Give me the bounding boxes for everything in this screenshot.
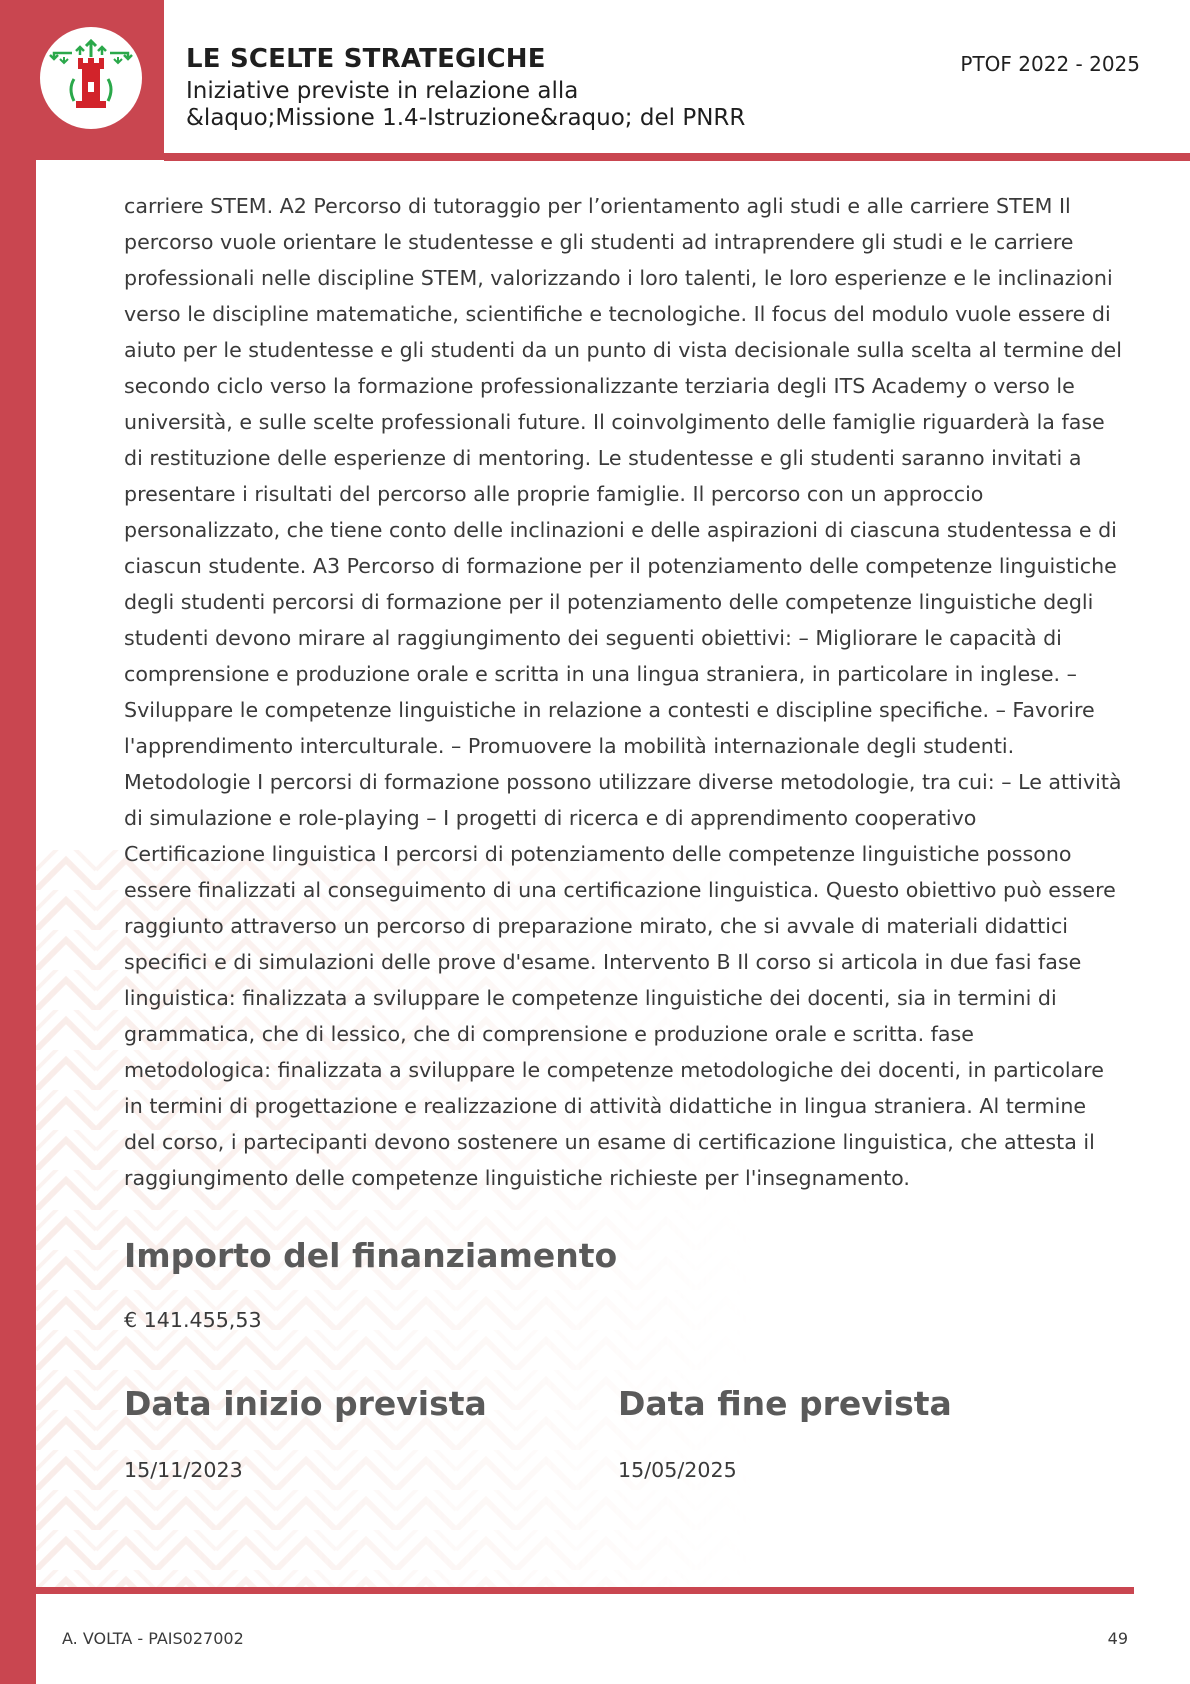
subtitle-line-2: &laquo;Missione 1.4-Istruzione&raquo; del PNRR [186,105,746,131]
end-date-heading: Data fine prevista [618,1384,952,1423]
start-date-heading: Data inizio prevista [124,1384,487,1423]
left-accent-band [0,0,36,1684]
ptof-label: PTOF 2022 - 2025 [960,52,1140,76]
subtitle-line-1: Iniziative previste in relazione alla [186,78,579,104]
funding-heading: Importo del finanziamento [124,1236,618,1275]
page-number: 49 [1107,1629,1128,1648]
header-divider [164,153,1190,161]
body-paragraph: carriere STEM. A2 Percorso di tutoraggio per l’orientamento agli studi e alle carriere STEM Il percorso vuole orientare le studentesse e gli studenti ad intraprendere gli studi e le carriere professionali nelle discipline STEM, valorizzando i loro talenti, le loro esperienze e le inclinazioni verso le discipline matematiche, scientifiche e tecnologiche. Il focus del modulo vuole essere di aiuto per le studentesse e gli studenti da un punto di vista decisionale sulla scelta al termine del secondo ciclo verso la formazione professionalizzante terziaria degli ITS Academy o verso le università, e sulle scelte professionali future. Il coinvolgimento delle famiglie riguarderà la fase di restituzione delle esperienze di mentoring. Le studentesse e gli studenti saranno invitati a presentare i risultati del percorso alle proprie famiglie. Il percorso con un approccio personalizzato, che tiene conto delle inclinazioni e delle aspirazioni di ciascuna studentessa e di ciascun studente. A3 Percorso di formazione per il potenziamento delle competenze linguistiche degli studenti percorsi di formazione per il potenziamento delle competenze linguistiche degli studenti devono mirare al raggiungimento dei seguenti obiettivi: – Migliorare le capacità di comprensione e produzione orale e scritta in una lingua straniera, in particolare in inglese. – Sviluppare le competenze linguistiche in relazione a contesti e discipline specifiche. – Favorire l'apprendimento interculturale. – Promuovere la mobilità internazionale degli studenti. Metodologie I percorsi di formazione possono utilizzare diverse metodologie, tra cui: – Le attività di simulazione e role-playing – I progetti di ricerca e di apprendimento cooperativo Certificazione linguistica I percorsi di potenziamento delle competenze linguistiche possono essere finalizzati al conseguimento di una certificazione linguistica. Questo obiettivo può essere raggiunto attraverso un percorso di preparazione mirato, che si avvale di materiali didattici specifici e di simulazioni delle prove d'esame. Intervento B Il corso si articola in due fasi fase linguistica: finalizzata a sviluppare le competenze linguistiche dei docenti, sia in termini di grammatica, che di lessico, che di comprensione e produzione orale e scritta. fase metodologica: finalizzata a sviluppare le competenze metodologiche dei docenti, in particolare in termini di progettazione e realizzazione di attività didattiche in lingua straniera. Al termine del corso, i partecipanti devono sostenere un esame di certificazione linguistica, che attesta il raggiungimento delle competenze linguistiche richieste per l'insegnamento. [124,194,1122,1190]
page-section-title: LE SCELTE STRATEGICHE [186,44,546,74]
footer-divider [36,1587,1134,1594]
start-date-value: 15/11/2023 [124,1458,243,1482]
funding-amount: € 141.455,53 [124,1308,262,1332]
page-section-subtitle [186,78,926,132]
end-date-value: 15/05/2025 [618,1458,737,1482]
school-logo [40,27,142,129]
school-tower-logo-icon [40,27,142,129]
footer-school-code: A. VOLTA - PAIS027002 [62,1629,244,1648]
